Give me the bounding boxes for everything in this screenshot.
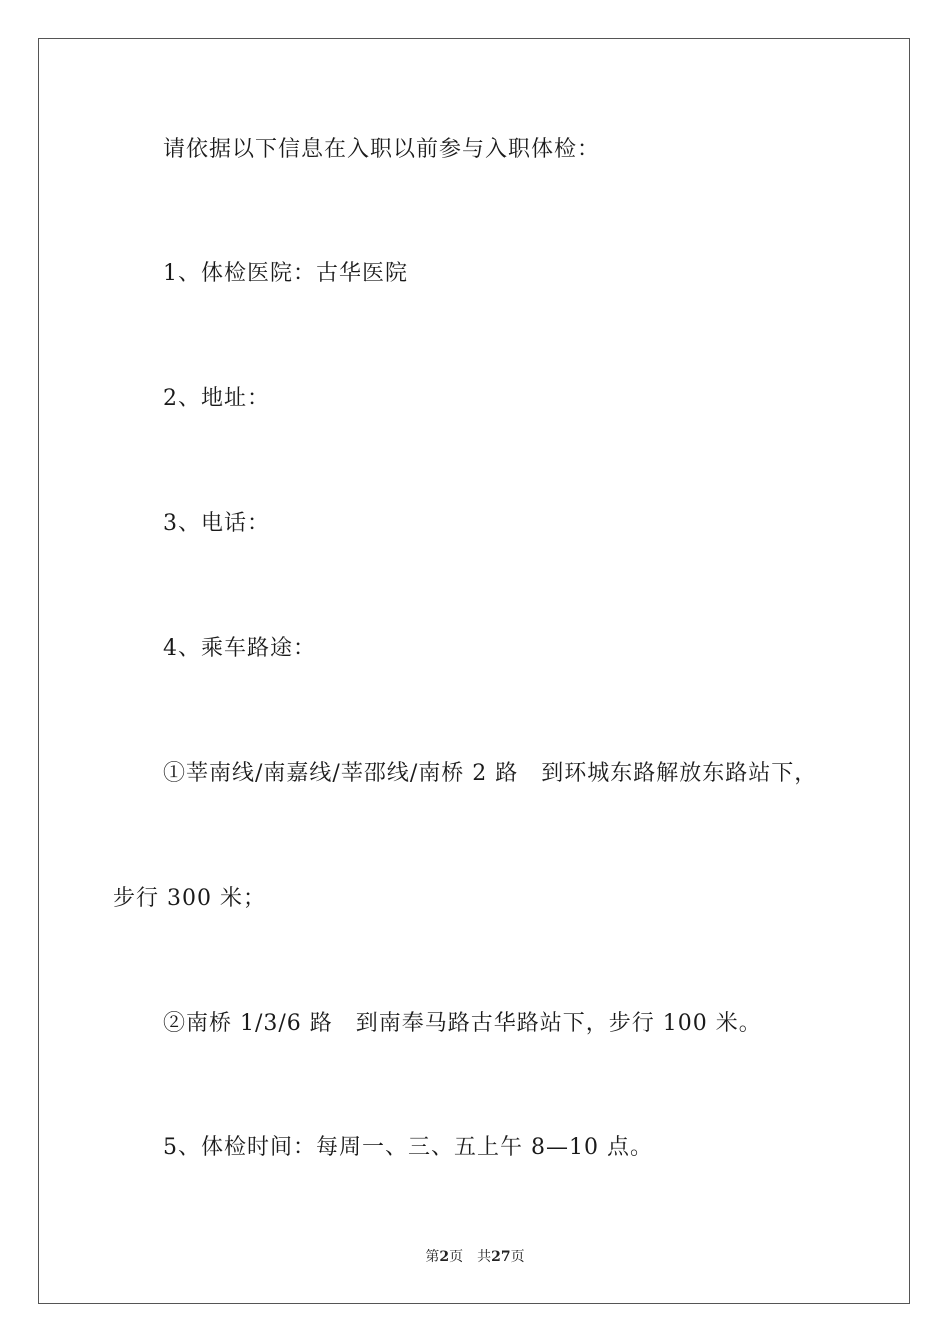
footer-total-suffix: 页: [510, 1249, 525, 1265]
page-footer: [0, 1248, 950, 1266]
footer-total-prefix: 共: [477, 1249, 492, 1265]
route-2-line: ②南桥 1/3/6 路 到南奉马路古华路站下，步行 100 米。: [163, 1011, 762, 1036]
hospital-line: 1、体检医院：古华医院: [163, 261, 408, 286]
route-1-continuation-line: 步行 300 米；: [113, 886, 266, 911]
footer-page-suffix: 页: [449, 1249, 464, 1265]
route-1-line: ①莘南线/南嘉线/莘邵线/南桥 2 路 到环城东路解放东路站下，: [163, 761, 818, 786]
intro-line: 请依据以下信息在入职以前参与入职体检：: [163, 137, 601, 162]
footer-page-number: 2: [439, 1249, 450, 1265]
footer-page-prefix: 第: [425, 1249, 440, 1265]
route-heading-line: 4、乘车路途：: [163, 636, 316, 661]
phone-line: 3、电话：: [163, 511, 270, 536]
exam-time-line: 5、体检时间：每周一、三、五上午 8—10 点。: [163, 1135, 653, 1160]
address-line: 2、地址：: [163, 386, 270, 411]
footer-total-pages: 27: [491, 1249, 511, 1265]
page-border: [38, 38, 910, 1304]
